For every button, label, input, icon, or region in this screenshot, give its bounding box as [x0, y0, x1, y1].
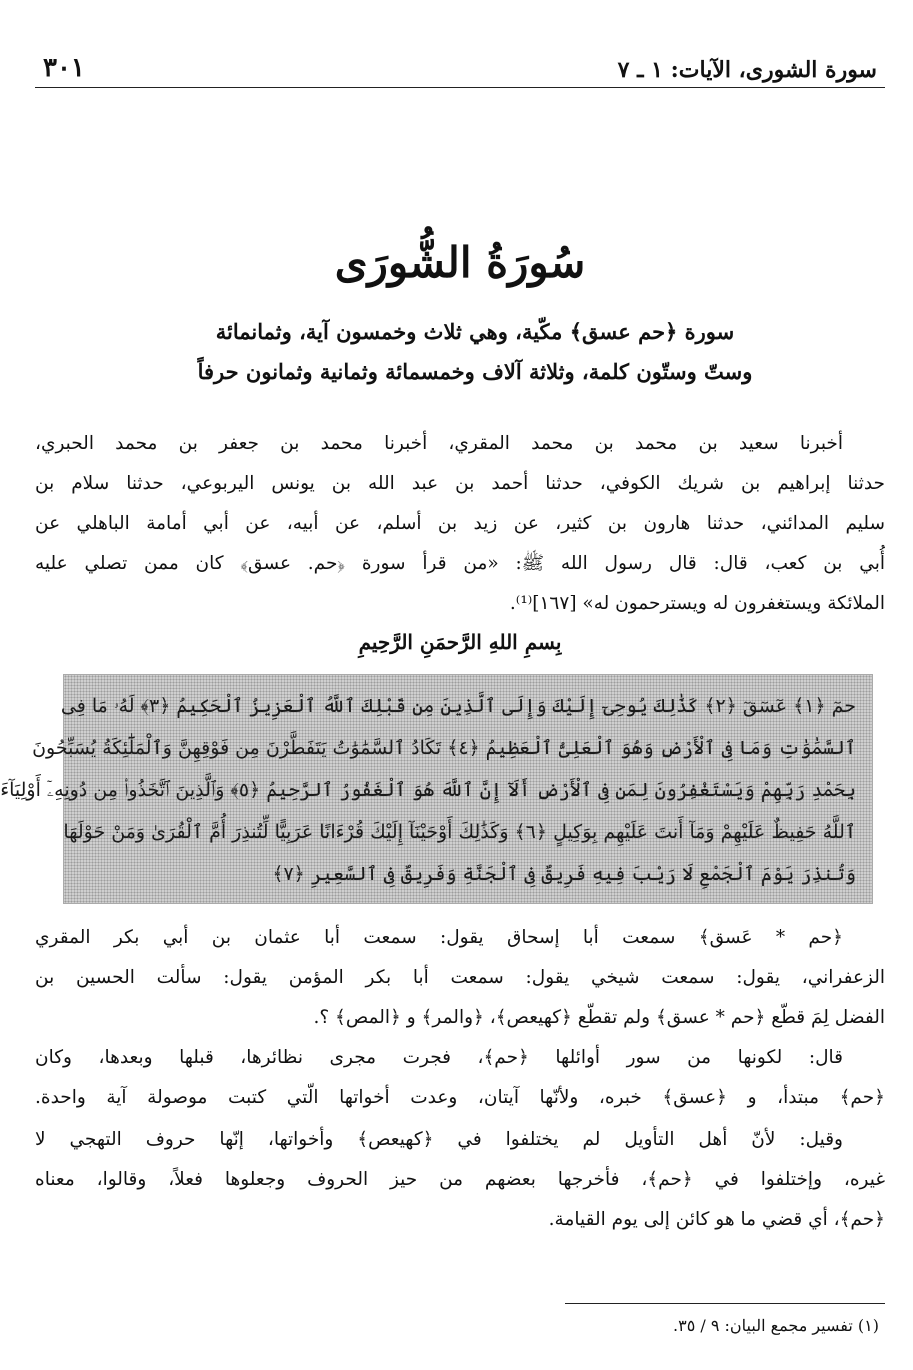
footnote: (١) تفسير مجمع البيان: ٩ / ٣٥. [673, 1316, 879, 1335]
paragraph-line: وقيل: لأنّ أهل التأويل لم يختلفوا في ﴿كهيعص﴾ وأخواتها، إنّها حروف التهجي لا [35, 1129, 843, 1150]
quran-line: بِحَمْدِ رَبِّهِمْ وَيَسْتَغْفِرُونَ لِمَن فِى ٱلْأَرْضِ أَلَآ إِنَّ ٱللَّهَ هُوَ ٱلْغَفُورُ ٱلرَّحِيمُ ﴿٥﴾ وَٱلَّذِينَ ٱتَّخَذُوا۟ مِن دُونِهِۦٓ أَوْلِيَآءَ [0, 779, 856, 801]
paragraph-line: ﴿حم﴾، أي قضي ما هو كائن إلى يوم القيامة. [548, 1209, 885, 1230]
running-title: سورة الشورى، الآيات: ١ ـ ٧ [617, 57, 877, 83]
paragraph-line: ﴿حم * عَسق﴾ سمعت أبا إسحاق يقول: سمعت أبا عثمان بن أبي بكر المقري [35, 927, 843, 948]
paragraph-line: أُبي بن كعب، قال: قال رسول الله ﷺ: «من قرأ سورة ﴿حم. عسق﴾ كان ممن تصلي عليه [35, 553, 885, 574]
paragraph-line: الفضل لِمَ قطّع ﴿حم * عسق﴾ ولم تقطّع ﴿كهيعص﴾، ﴿والمر﴾ و ﴿المص﴾ ؟. [313, 1007, 885, 1028]
quran-verses-box [0, 674, 873, 904]
paragraph-line: الزعفراني، يقول: سمعت شيخي يقول: سمعت أبا بكر المؤمن يقول: سألت الحسين بن [35, 967, 885, 988]
commentary-paragraph [35, 1120, 885, 1240]
paragraph-line: الملائكة ويستغفرون له ويسترحمون له» [١٦٧]⁽¹⁾. [509, 593, 885, 614]
basmala: بِسمِ اللهِ الرَّحمَنِ الرَّحِيمِ [358, 630, 562, 654]
footnote-divider [565, 1303, 885, 1304]
quran-line: ٱللَّهُ حَفِيظٌ عَلَيْهِمْ وَمَآ أَنتَ عَلَيْهِم بِوَكِيلٍ ﴿٦﴾ وَكَذَٰلِكَ أَوْحَيْنَآ إِلَيْكَ قُرْءَانًا عَرَبِيًّا لِّتُنذِرَ أُمَّ ٱلْقُرَىٰ وَمَنْ حَوْلَهَا [63, 821, 856, 843]
quran-line: وَتُنذِرَ يَوْمَ ٱلْجَمْعِ لَا رَيْبَ فِيهِ فَرِيقٌ فِى ٱلْجَنَّةِ وَفَرِيقٌ فِى ٱلسَّعِيرِ ﴿٧﴾ [272, 863, 856, 885]
surah-info [125, 312, 825, 392]
running-head [35, 40, 885, 88]
paragraph-line: ﴿حم﴾ مبتدأ، و ﴿عسق﴾ خبره، ولأنّها آيتان، وعدت أخواتها الّتي كتبت موصولة آية واحدة. [35, 1087, 885, 1108]
paragraph-line: حدثنا إبراهيم بن شريك الكوفي، حدثنا أحمد بن عبد الله بن يونس اليربوعي، حدثنا سلام بن [35, 473, 885, 494]
commentary-paragraph [35, 918, 885, 1038]
quran-line: ٱلسَّمَٰوَٰتِ وَمَا فِى ٱلْأَرْضِ وَهُوَ ٱلْعَلِىُّ ٱلْعَظِيمُ ﴿٤﴾ تَكَادُ ٱلسَّمَٰوَٰتُ يَتَفَطَّرْنَ مِن فَوْقِهِنَّ وَٱلْمَلَٰٓئِكَةُ يُسَبِّحُونَ [32, 737, 856, 759]
surah-info-line: وستّ وستّون كلمة، وثلاثة آلاف وخمسمائة وثمانية وثمانون حرفاً [197, 359, 753, 384]
paragraph-line: غيره، وإختلفوا في ﴿حم﴾، فأخرجها بعضهم من حيز الحروف وجعلوها فعلاً، وقالوا، معناه [35, 1169, 885, 1190]
paragraph-line: أخبرنا سعيد بن محمد بن محمد المقري، أخبرنا محمد بن جعفر بن محمد الحبري، [35, 433, 843, 454]
surah-title: سُورَةُ الشُّورَى [334, 238, 586, 287]
surah-info-line: سورة ﴿حم عسق﴾ مكّية، وهي ثلاث وخمسون آية، وثمانمائة [215, 319, 735, 344]
paragraph-line: قال: لكونها من سور أوائلها ﴿حم﴾، فجرت مجرى نظائرها، قبلها وبعدها، وكان [35, 1047, 843, 1068]
isnad-paragraph [35, 424, 885, 624]
paragraph-line: سليم المدائني، حدثنا هارون بن كثير، عن زيد بن أسلم، عن أبيه، عن أبي أمامة الباهلي عن [35, 513, 885, 534]
page-number: ٣٠١ [43, 53, 85, 83]
commentary-paragraph [35, 1038, 885, 1118]
quran-line: حمٓ ﴿١﴾ عٓسٓقٓ ﴿٢﴾ كَذَٰلِكَ يُوحِىٓ إِلَيْكَ وَإِلَى ٱلَّذِينَ مِن قَبْلِكَ ٱللَّهُ ٱلْعَزِيزُ ٱلْحَكِيمُ ﴿٣﴾ لَهُۥ مَا فِى [60, 695, 856, 717]
